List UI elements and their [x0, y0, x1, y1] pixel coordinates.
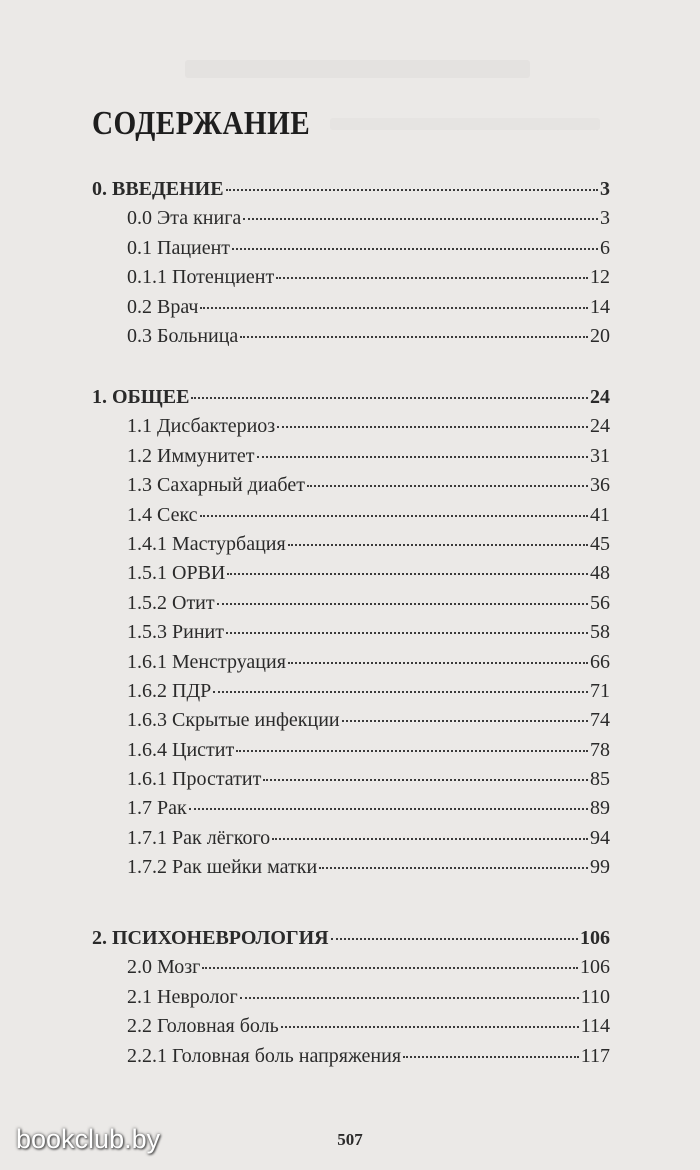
dot-leader: [226, 188, 598, 191]
toc-entry[interactable]: [92, 618, 610, 647]
toc-page-number: 94: [590, 826, 610, 849]
toc-heading-label: 1. ОБЩЕЕ: [92, 386, 190, 408]
toc-entry[interactable]: [92, 736, 610, 765]
dot-leader: [236, 749, 588, 752]
toc-entry-label: 1.6.1 Менструация: [127, 650, 286, 673]
toc-entry[interactable]: [92, 953, 610, 982]
dot-leader: [243, 217, 598, 220]
toc-heading[interactable]: [92, 175, 610, 204]
dot-leader: [276, 276, 588, 279]
toc-entry[interactable]: [92, 648, 610, 677]
toc-entry[interactable]: [92, 501, 610, 530]
toc-entry[interactable]: [92, 1042, 610, 1071]
toc-entry[interactable]: [92, 765, 610, 794]
dot-leader: [403, 1055, 579, 1058]
toc-entry-label: 0.1.1 Потенциент: [127, 266, 275, 289]
toc-page-number: 24: [590, 415, 610, 438]
toc-page-number: 3: [600, 207, 610, 230]
toc-heading-label: 2. ПСИХОНЕВРОЛОГИЯ: [92, 927, 329, 949]
toc-page-number: 106: [580, 956, 610, 979]
dot-leader: [288, 661, 588, 664]
toc-entry[interactable]: [92, 983, 610, 1012]
toc-page-number: 56: [590, 591, 610, 614]
dot-leader: [307, 484, 588, 487]
toc-page-number: 78: [590, 738, 610, 761]
toc-entry[interactable]: [92, 706, 610, 735]
toc-page-number: 110: [580, 985, 610, 1008]
toc-entry-label: 1.5.3 Ринит: [127, 621, 224, 644]
dot-leader: [272, 837, 588, 840]
toc-entry[interactable]: [92, 263, 610, 292]
toc-heading[interactable]: [92, 383, 610, 412]
dot-leader: [331, 937, 578, 940]
toc-entry[interactable]: [92, 530, 610, 559]
toc-entry-label: 1.6.4 Цистит: [127, 738, 235, 761]
dot-leader: [202, 966, 578, 969]
dot-leader: [319, 866, 588, 869]
toc-page-number: 20: [590, 324, 610, 347]
toc-entry-label: 1.7.2 Рак шейки матки: [127, 856, 318, 879]
dot-leader: [263, 778, 588, 781]
dot-leader: [191, 396, 588, 399]
dot-leader: [226, 631, 588, 634]
toc-entry[interactable]: [92, 204, 610, 233]
toc-entry-label: 2.2.1 Головная боль напряжения: [127, 1044, 402, 1067]
toc-page-number: 71: [590, 679, 610, 702]
toc-page-number: 36: [590, 474, 610, 497]
toc-entry[interactable]: [92, 293, 610, 322]
toc-section-general: [92, 383, 610, 883]
toc-page-number: 58: [590, 621, 610, 644]
toc-entry[interactable]: [92, 824, 610, 853]
dot-leader: [342, 719, 588, 722]
toc-entry-label: 1.7.1 Рак лёгкого: [127, 826, 271, 849]
toc-entry-label: 2.2 Головная боль: [127, 1015, 279, 1038]
dot-leader: [257, 455, 588, 458]
toc-entry-label: 0.2 Врач: [127, 295, 199, 318]
toc-page-number: 6: [600, 236, 610, 259]
toc-page-number: 89: [590, 797, 610, 820]
toc-entry-label: 1.2 Иммунитет: [127, 444, 255, 467]
toc-page-number: 48: [590, 562, 610, 585]
toc-entry-label: 1.1 Дисбактериоз: [127, 415, 276, 438]
toc-entry[interactable]: [92, 234, 610, 263]
toc-entry[interactable]: [92, 471, 610, 500]
bleed-through-text: [185, 60, 530, 78]
toc-entry-label: 1.5.1 ОРВИ: [127, 562, 226, 585]
page-title: СОДЕРЖАНИЕ: [92, 105, 311, 142]
toc-page-number: 45: [590, 532, 610, 555]
toc-entry[interactable]: [92, 322, 610, 351]
dot-leader: [240, 335, 588, 338]
dot-leader: [281, 1025, 579, 1028]
toc-section-intro: [92, 175, 610, 351]
toc-section-psychoneurology: [92, 924, 610, 1071]
watermark: bookclub.by: [16, 1124, 161, 1154]
toc-entry[interactable]: [92, 412, 610, 441]
toc-page-number: 12: [590, 266, 610, 289]
toc-entry-label: 0.0 Эта книга: [127, 207, 242, 230]
toc-entry-label: 0.3 Больница: [127, 324, 239, 347]
toc-entry-label: 2.1 Невролог: [127, 985, 238, 1008]
toc-page-number: 41: [590, 503, 610, 526]
dot-leader: [277, 425, 588, 428]
toc-page-number: 14: [590, 295, 610, 318]
toc-entry-label: 1.5.2 Отит: [127, 591, 215, 614]
toc-entry-label: 0.1 Пациент: [127, 236, 231, 259]
toc-page-number: 74: [590, 709, 610, 732]
dot-leader: [240, 996, 579, 999]
toc-entry[interactable]: [92, 853, 610, 882]
toc-page-number: 117: [580, 1044, 610, 1067]
dot-leader: [227, 572, 588, 575]
toc-page-number: 24: [590, 386, 610, 408]
toc-entry-label: 2.0 Мозг: [127, 956, 201, 979]
dot-leader: [232, 247, 598, 250]
toc-entry[interactable]: [92, 559, 610, 588]
toc-entry-label: 1.7 Рак: [127, 797, 187, 820]
toc-heading[interactable]: [92, 924, 610, 953]
toc-entry-label: 1.6.1 Простатит: [127, 768, 262, 791]
toc-page-number: 85: [590, 768, 610, 791]
toc-heading-label: 0. ВВЕДЕНИЕ: [92, 178, 224, 200]
dot-leader: [189, 807, 588, 810]
dot-leader: [200, 306, 588, 309]
toc-page-number: 31: [590, 444, 610, 467]
dot-leader: [200, 514, 588, 517]
toc-entry-label: 1.6.2 ПДР: [127, 679, 212, 702]
bleed-through-text: [330, 118, 600, 130]
dot-leader: [217, 602, 588, 605]
toc-entry[interactable]: [92, 589, 610, 618]
toc-entry-label: 1.4.1 Мастурбация: [127, 532, 286, 555]
toc-entry[interactable]: [92, 794, 610, 823]
page-number: 507: [337, 1130, 363, 1149]
toc-entry-label: 1.4 Секс: [127, 503, 198, 526]
toc-page-number: 106: [580, 927, 610, 949]
toc-entry-label: 1.6.3 Скрытые инфекции: [127, 709, 340, 732]
toc-page-number: 114: [580, 1015, 610, 1038]
dot-leader: [288, 543, 588, 546]
toc-page-number: 66: [590, 650, 610, 673]
toc-page-number: 99: [590, 856, 610, 879]
dot-leader: [213, 690, 588, 693]
toc-entry-label: 1.3 Сахарный диабет: [127, 474, 305, 497]
toc-page-number: 3: [600, 178, 610, 200]
toc-entry[interactable]: [92, 677, 610, 706]
toc-entry[interactable]: [92, 442, 610, 471]
toc-entry[interactable]: [92, 1012, 610, 1041]
